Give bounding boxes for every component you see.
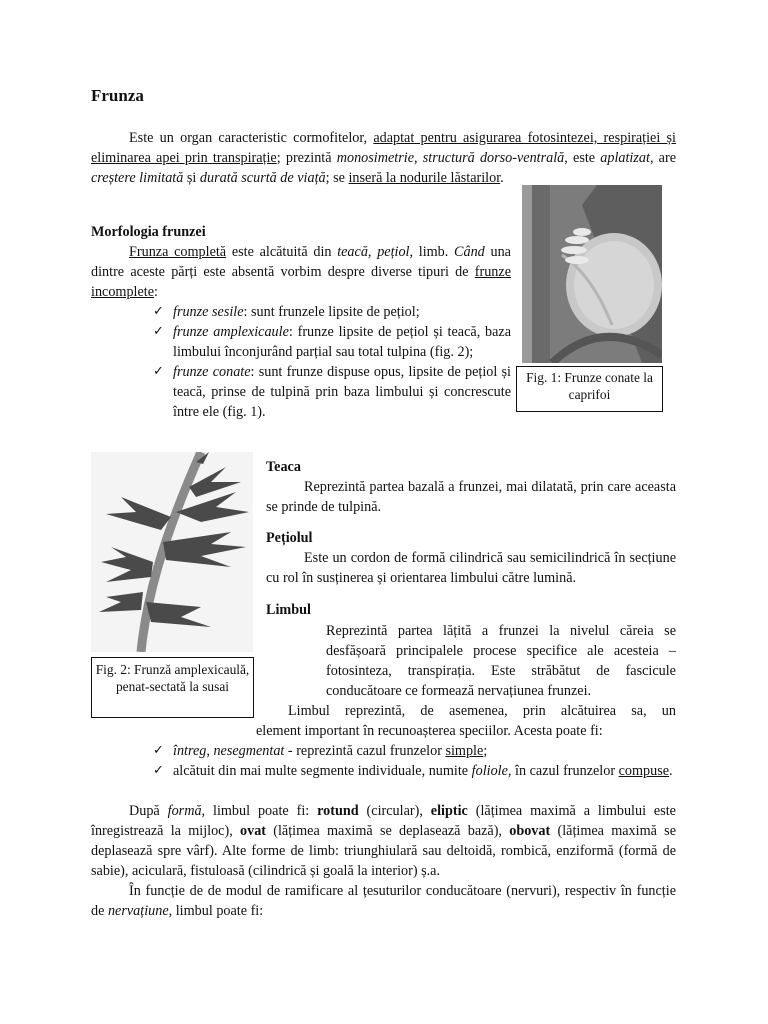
- limbul-paragraph-2a: Limbul reprezintă, de asemenea, prin alcătuirea sa, un: [288, 703, 676, 719]
- limbul-paragraph-2b: element important în recunoașterea speciilor. Acesta poate fi:: [256, 723, 603, 739]
- section-heading-limbul: Limbul: [266, 602, 311, 618]
- teaca-paragraph: Reprezintă partea bazală a frunzei, mai dilatată, prin care aceasta se prinde de tulpină.: [266, 479, 676, 515]
- section-heading-morfologia: Morfologia frunzei: [91, 224, 206, 240]
- limb-type-list: [151, 741, 676, 781]
- incomplete-leaf-list: [151, 302, 511, 422]
- morfologia-paragraph: Frunza completă este alcătuită din teacă, pețiol, limb. Când una dintre aceste părți este absentă vorbim despre diverse tipuri de frunze incomplete:: [91, 244, 511, 300]
- figure-1-caption: Fig. 1: Frunze conate la caprifoi: [516, 366, 663, 412]
- forma-paragraph: După formă, limbul poate fi: rotund (circular), eliptic (lățimea maximă a limbului este înregistrează la mijloc), ovat (lățimea maximă se deplasează bază), obovat (lățimea maximă se deplasează spre vârf). Alte forme de limb: triunghiulară sau deltoidă, rombică, enziformă (formă de sabie), aciculară, fistuloasă (cilindrică și goală la interior) ș.a.: [91, 803, 676, 879]
- petiolul-paragraph: Este un cordon de formă cilindrică sau semicilindrică în secțiune cu rol în susținerea și orientarea limbului către lumină.: [266, 550, 676, 586]
- limbul-paragraph-1: Reprezintă partea lățită a frunzei la nivelul căreia se desfășoară principalele procese specifice ale acesteia – fotosinteza, transpirația. Este străbătut de fascicule conducătoare ce formează nervațiunea frunzei.: [326, 623, 676, 699]
- figure-1-photo: [522, 185, 662, 363]
- list-item: ✓ întreg, nesegmentat - reprezintă cazul frunzelor simple;: [151, 741, 676, 761]
- figure-2-caption: Fig. 2: Frunză amplexicaulă, penat-sectată la susai: [91, 657, 254, 718]
- list-item: ✓ frunze conate: sunt frunze dispuse opus, lipsite de pețiol și teacă, prinse de tulpină prin baza limbului și concrescute între ele (fig. 1).: [151, 362, 511, 422]
- nervatiune-paragraph: În funcție de de modul de ramificare al țesuturilor conducătoare (nervuri), respectiv în funcție de nervațiune, limbul poate fi:: [91, 883, 676, 919]
- page-title: Frunza: [91, 86, 144, 105]
- figure-2-photo: [91, 452, 253, 652]
- intro-paragraph-top: Este un organ caracteristic cormofitelor, adaptat pentru asigurarea fotosintezei, respirației și eliminarea apei prin transpirație; prezintă monosimetrie, structură dorso-ventrală, este aplatizat, are creștere limitată și durată scurtă de viață; se inseră la nodurile lăstarilor.: [91, 130, 676, 186]
- list-item: ✓ frunze sesile: sunt frunzele lipsite de pețiol;: [151, 302, 511, 322]
- section-heading-teaca: Teaca: [266, 459, 301, 475]
- list-item: ✓ alcătuit din mai multe segmente individuale, numite foliole, în cazul frunzelor compuse.: [151, 761, 676, 781]
- section-heading-petiolul: Pețiolul: [266, 530, 313, 546]
- list-item: ✓ frunze amplexicaule: frunze lipsite de pețiol și teacă, baza limbului înconjurând parțial sau total tulpina (fig. 2);: [151, 322, 511, 362]
